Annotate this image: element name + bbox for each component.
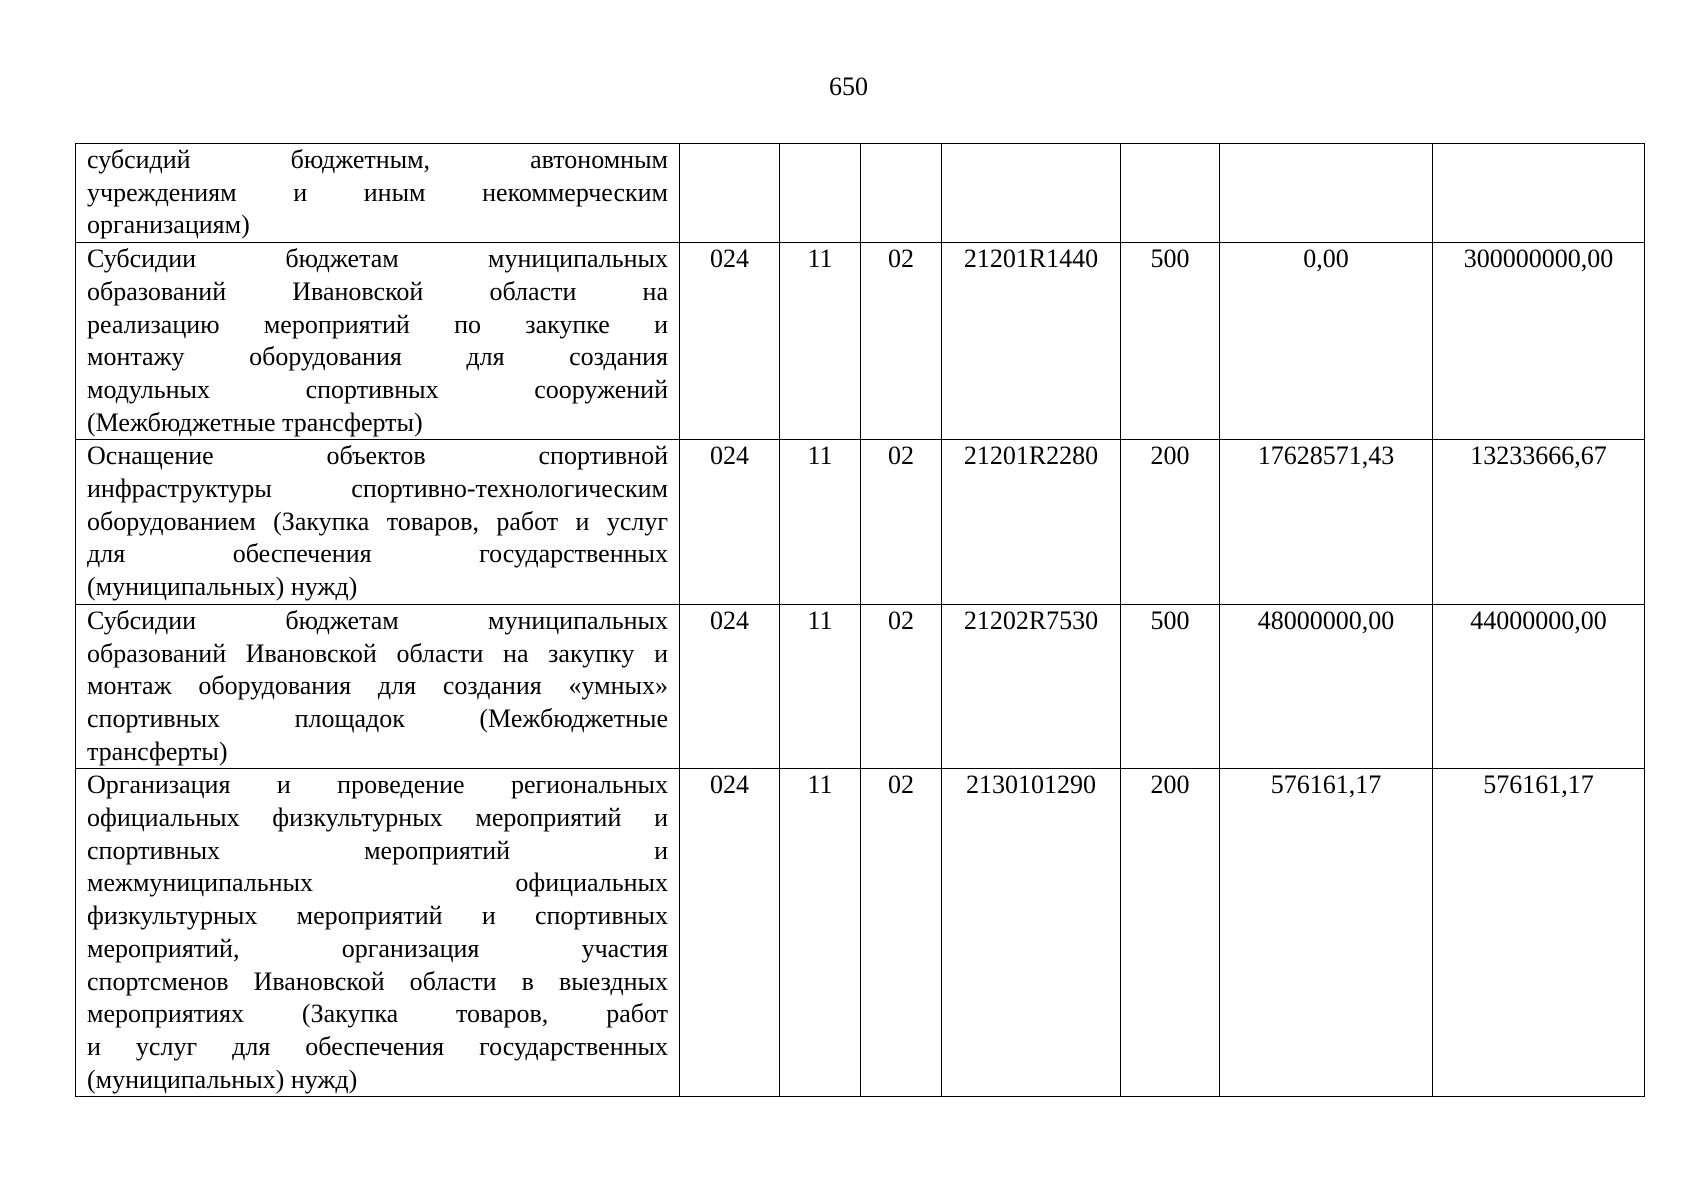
table-row [76,440,1645,605]
cell-razdel: 11 [780,243,861,440]
cell-sum-year-1: 48000000,00 [1220,604,1433,769]
cell-expense-type: 200 [1121,769,1220,1097]
description-line: монтажу оборудования для создания [87,342,668,372]
description-line: межмуниципальных официальных [87,868,668,898]
description-line: официальных физкультурных мероприятий и [87,803,668,833]
row-description [76,144,680,243]
description-line: реализацию мероприятий по закупке и [87,309,668,339]
description-line: инфраструктуры спортивно-технологическим [87,474,668,504]
description-line: образований Ивановской области на закупку и [87,638,668,668]
cell-sum-year-1: 576161,17 [1220,769,1433,1097]
cell-razdel: 11 [780,440,861,605]
cell-target-article: 2130101290 [942,769,1121,1097]
row-description [76,769,680,1097]
cell-podrazdel [861,144,942,243]
cell-glava: 024 [680,769,780,1097]
description-line: мероприятиях (Закупка товаров, работ [87,999,668,1029]
table-row [76,769,1645,1097]
cell-razdel: 11 [780,769,861,1097]
cell-expense-type: 500 [1121,604,1220,769]
description-line: монтаж оборудования для создания «умных» [87,671,668,701]
cell-sum-year-1 [1220,144,1433,243]
cell-glava: 024 [680,604,780,769]
description-line: образований Ивановской области на [87,276,668,306]
cell-glava: 024 [680,440,780,605]
description-line: спортивных площадок (Межбюджетные [87,703,668,733]
cell-target-article: 21201R1440 [942,243,1121,440]
description-line: Субсидии бюджетам муниципальных [87,244,668,274]
cell-expense-type: 500 [1121,243,1220,440]
description-line: спортсменов Ивановской области в выездных [87,966,668,996]
description-line: Оснащение объектов спортивной [87,441,668,471]
description-line: и услуг для обеспечения государственных [87,1031,668,1061]
description-line: (муниципальных) нужд) [87,572,358,602]
row-description [76,243,680,440]
description-line: учреждениям и иным некоммерческим [87,177,668,207]
budget-table [75,143,1645,1097]
description-line: субсидий бюджетным, автономным [87,145,668,174]
cell-glava [680,144,780,243]
description-line: спортивных мероприятий и [87,835,668,865]
description-line: модульных спортивных сооружений [87,374,668,404]
description-line: мероприятий, организация участия [87,933,668,963]
description-line: Организация и проведение региональных [87,770,668,800]
cell-sum-year-2: 13233666,67 [1433,440,1645,605]
cell-podrazdel: 02 [861,604,942,769]
cell-razdel: 11 [780,604,861,769]
description-line: (Межбюджетные трансферты) [87,407,423,437]
description-line: оборудованием (Закупка товаров, работ и услуг [87,506,668,536]
description-line: организациям) [87,210,250,240]
cell-target-article: 21201R2280 [942,440,1121,605]
table-row [76,243,1645,440]
page-number: 650 [829,72,868,101]
row-description [76,440,680,605]
cell-sum-year-2: 44000000,00 [1433,604,1645,769]
cell-target-article [942,144,1121,243]
row-description [76,604,680,769]
cell-podrazdel: 02 [861,243,942,440]
cell-sum-year-2 [1433,144,1645,243]
cell-target-article: 21202R7530 [942,604,1121,769]
cell-sum-year-2: 576161,17 [1433,769,1645,1097]
table-row [76,604,1645,769]
description-line: физкультурных мероприятий и спортивных [87,901,668,931]
cell-podrazdel: 02 [861,440,942,605]
cell-glava: 024 [680,243,780,440]
cell-sum-year-2: 300000000,00 [1433,243,1645,440]
cell-razdel [780,144,861,243]
description-line: (муниципальных) нужд) [87,1064,358,1094]
cell-expense-type [1121,144,1220,243]
cell-expense-type: 200 [1121,440,1220,605]
description-line: для обеспечения государственных [87,539,668,569]
cell-podrazdel: 02 [861,769,942,1097]
table-row [76,144,1645,243]
description-line: трансферты) [87,736,228,766]
cell-sum-year-1: 0,00 [1220,243,1433,440]
description-line: Субсидии бюджетам муниципальных [87,605,668,635]
cell-sum-year-1: 17628571,43 [1220,440,1433,605]
